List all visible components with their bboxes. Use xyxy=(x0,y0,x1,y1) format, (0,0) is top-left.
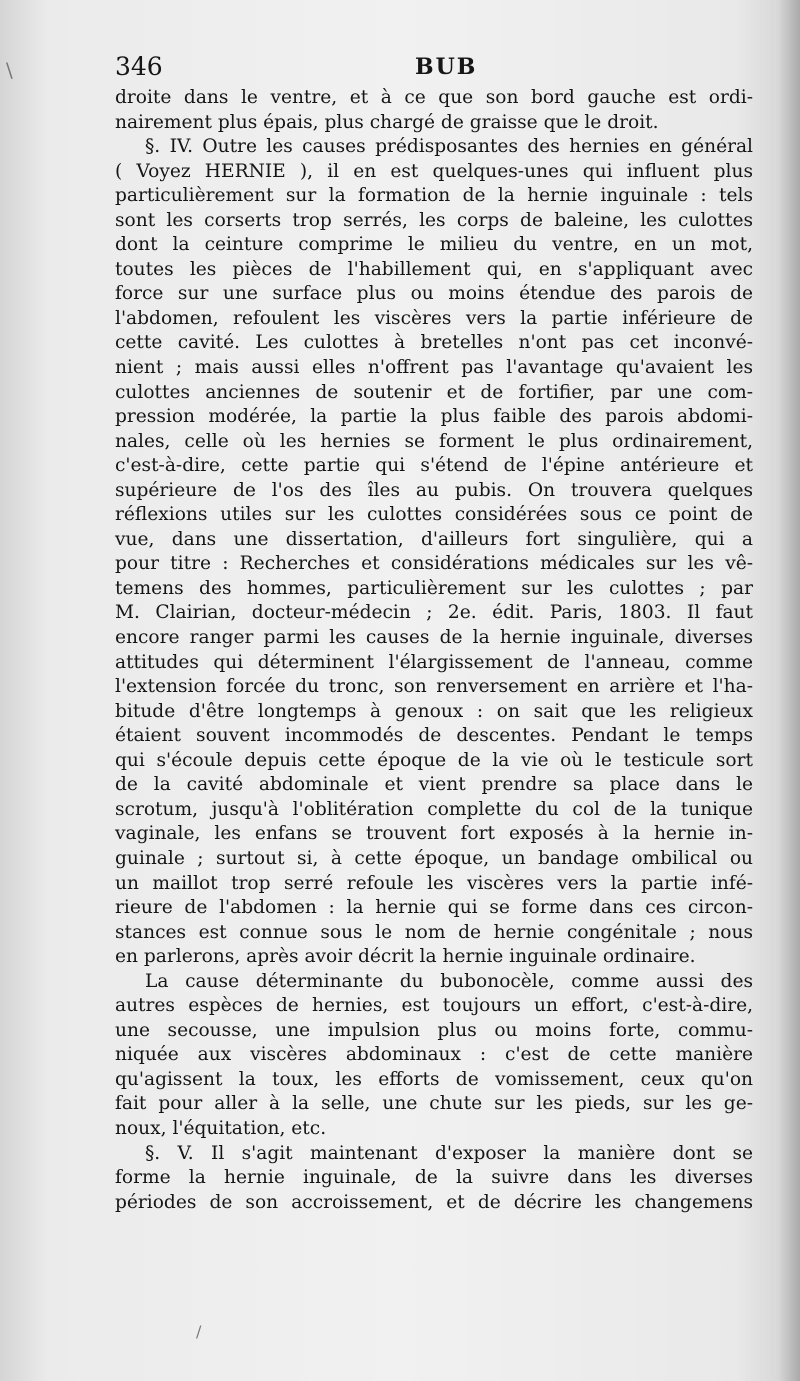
text-line: en parlerons, après avoir décrit la hernie inguinale ordinaire. xyxy=(115,946,696,968)
text-line: rieure de l'abdomen : la hernie qui se forme dans ces circon- xyxy=(115,897,753,919)
text-line: supérieure de l'os des îles au pubis. On trouvera quelques xyxy=(115,479,753,501)
paragraph-start-line: §. V. Il s'agit maintenant d'exposer la manière dont se xyxy=(145,1142,753,1164)
text-line: temens des hommes, particulièrement sur les culottes ; par xyxy=(115,577,753,599)
text-line: guinale ; surtout si, à cette époque, un bandage ombilical ou xyxy=(115,847,753,869)
paragraph-start-line: La cause déterminante du bubonocèle, comme aussi des xyxy=(145,970,753,992)
text-line: noux, l'équitation, etc. xyxy=(115,1117,327,1139)
text-line: scrotum, jusqu'à l'oblitération complette du col de la tunique xyxy=(115,798,753,820)
body-text xyxy=(115,86,753,1215)
text-line: vue, dans une dissertation, d'ailleurs fort singulière, qui a xyxy=(115,528,753,550)
text-line: fait pour aller à la selle, une chute sur les pieds, sur les ge- xyxy=(115,1093,753,1115)
text-line: une secousse, une impulsion plus ou moins forte, commu- xyxy=(115,1019,753,1041)
text-line: bitude d'être longtemps à genoux : on sait que les religieux xyxy=(115,700,753,722)
text-line: c'est-à-dire, cette partie qui s'étend de l'épine antérieure et xyxy=(115,455,753,477)
text-line: M. Clairian, docteur-médecin ; 2e. édit. Paris, 1803. Il faut xyxy=(115,602,753,624)
text-line: périodes de son accroissement, et de décrire les changemens xyxy=(115,1191,753,1213)
text-line: dont la ceinture comprime le milieu du ventre, en un mot, xyxy=(115,234,753,256)
text-line: de la cavité abdominale et vient prendre sa place dans le xyxy=(115,774,753,796)
text-line: toutes les pièces de l'habillement qui, en s'appliquant avec xyxy=(115,258,753,280)
text-line: autres espèces de hernies, est toujours un effort, c'est-à-dire, xyxy=(115,995,753,1017)
text-line: niquée aux viscères abdominaux : c'est de cette manière xyxy=(115,1044,753,1066)
text-line: culottes anciennes de soutenir et de fortifier, par une com- xyxy=(115,381,753,403)
text-line: nairement plus épais, plus chargé de graisse que le droit. xyxy=(115,111,659,133)
text-line: sont les corserts trop serrés, les corps de baleine, les culottes xyxy=(115,209,753,231)
text-line: qu'agissent la toux, les efforts de vomissement, ceux qu'on xyxy=(115,1068,753,1090)
text-line: pour titre : Recherches et considérations médicales sur les vê- xyxy=(115,553,753,575)
text-line: l'extension forcée du tronc, son renversement en arrière et l'ha- xyxy=(115,676,753,698)
text-line: force sur une surface plus ou moins étendue des parois de xyxy=(115,283,753,305)
text-line: pression modérée, la partie la plus faible des parois abdomi- xyxy=(115,406,753,428)
text-line: nient ; mais aussi elles n'offrent pas l'avantage qu'avaient les xyxy=(115,357,753,379)
paragraph-start-line: §. IV. Outre les causes prédisposantes des hernies en général xyxy=(145,136,753,158)
text-line: étaient souvent incommodés de descentes. Pendant le temps xyxy=(115,725,753,747)
text-line: qui s'écoule depuis cette époque de la vie où le testicule sort xyxy=(115,749,753,771)
text-line: encore ranger parmi les causes de la hernie inguinale, diverses xyxy=(115,627,753,649)
page-gutter-shadow xyxy=(778,0,800,1381)
text-line: particulièrement sur la formation de la hernie inguinale : tels xyxy=(115,185,753,207)
text-line: nales, celle où les hernies se forment le plus ordinairement, xyxy=(115,430,753,452)
text-line: stances est connue sous le nom de hernie congénitale ; nous xyxy=(115,921,753,943)
text-line: réflexions utiles sur les culottes considérées sous ce point de xyxy=(115,504,753,526)
text-line: l'abdomen, refoulent les viscères vers la partie inférieure de xyxy=(115,307,753,329)
page-number: 346 xyxy=(115,52,163,81)
text-line: droite dans le ventre, et à ce que son bord gauche est ordi- xyxy=(115,87,753,108)
ink-speck: / xyxy=(196,1322,202,1341)
text-line: un maillot trop serré refoule les viscères vers la partie infé- xyxy=(115,872,753,894)
text-line: forme la hernie inguinale, de la suivre dans les diverses xyxy=(115,1167,753,1189)
text-line: ( Voyez HERNIE ), il en est quelques-unes qui influent plus xyxy=(115,160,753,182)
text-line: vaginale, les enfans se trouvent fort exposés à la hernie in- xyxy=(115,823,753,845)
text-line: cette cavité. Les culottes à bretelles n'ont pas cet inconvé- xyxy=(115,332,753,354)
running-head: BUB xyxy=(415,54,478,80)
text-line: attitudes qui déterminent l'élargissement de l'anneau, comme xyxy=(115,651,753,673)
page-header xyxy=(115,52,755,86)
ink-speck: \ xyxy=(6,58,13,82)
